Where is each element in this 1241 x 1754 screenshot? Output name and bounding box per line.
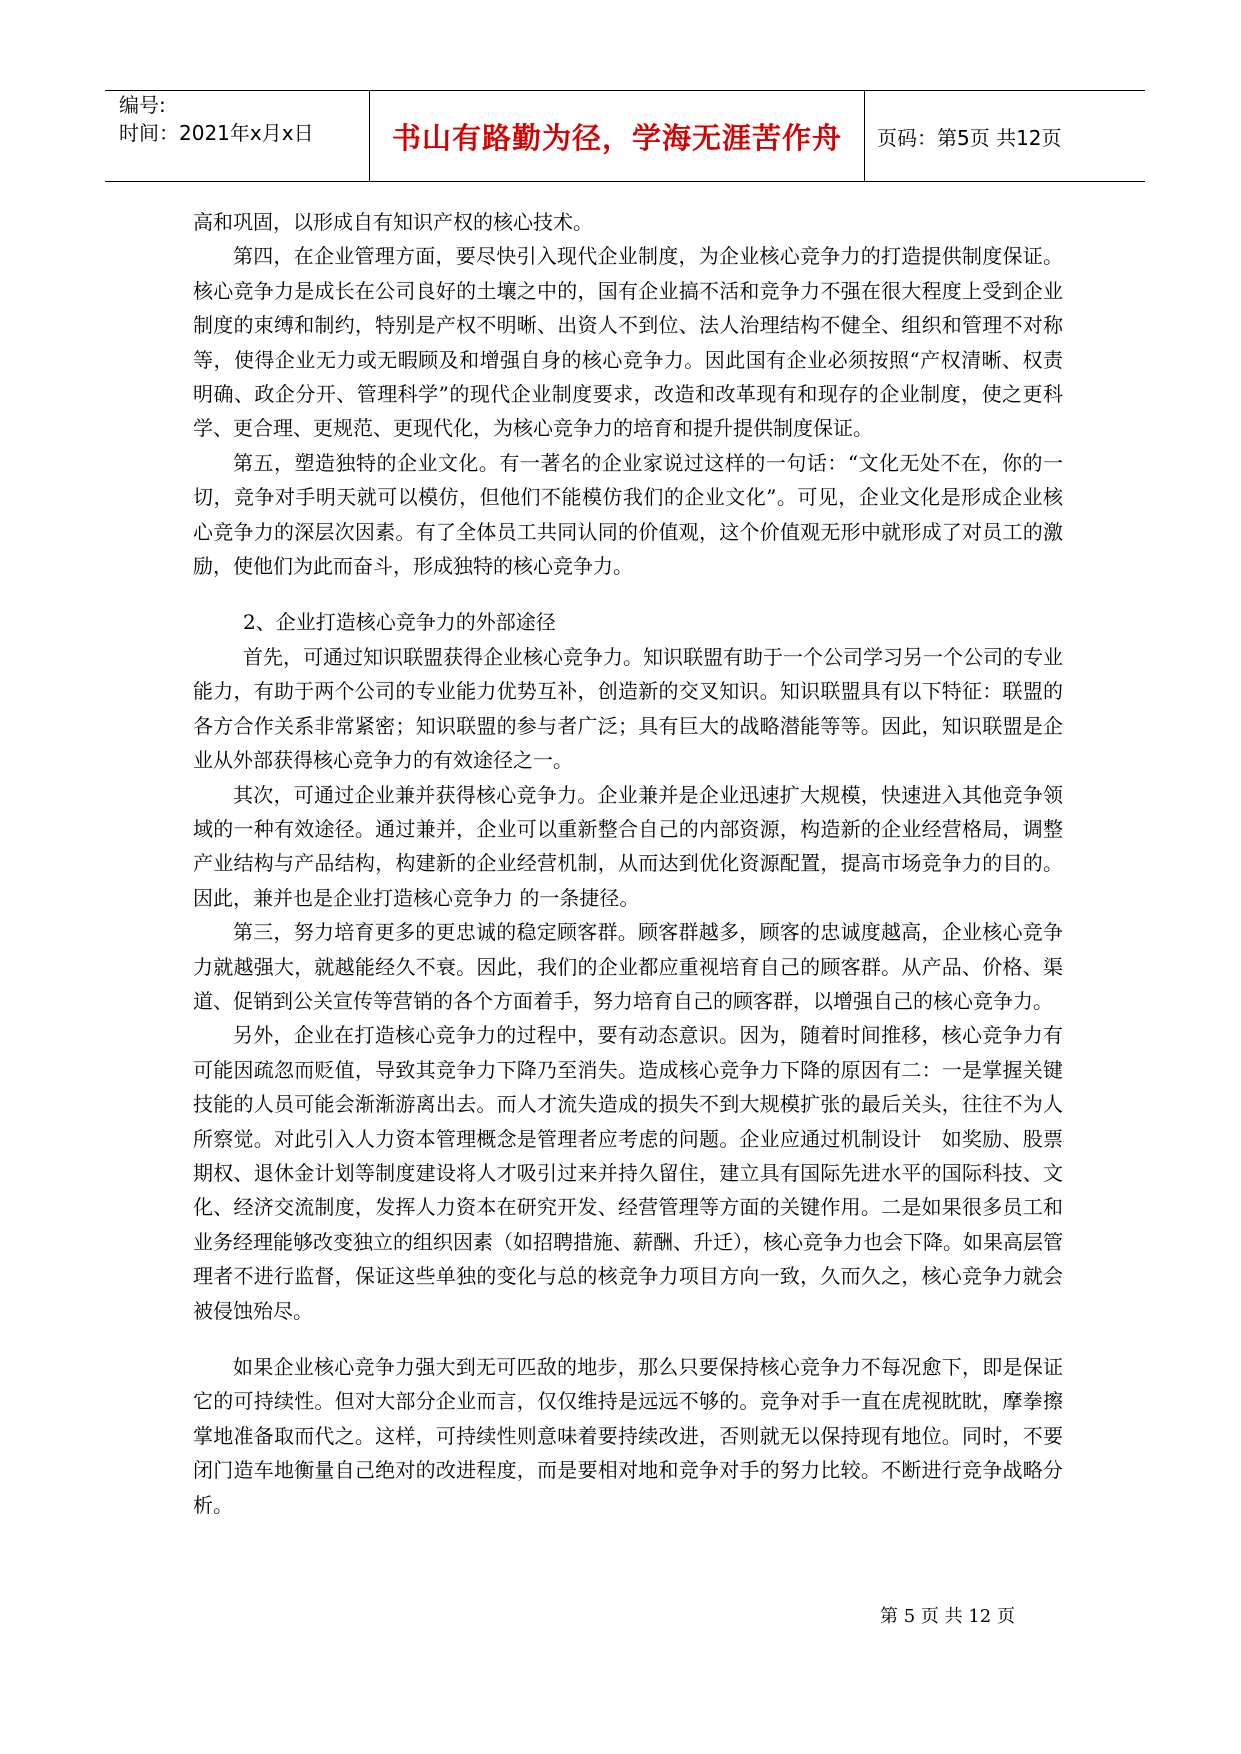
header-left-cell [105,91,370,181]
paragraph-sustainability: 如果企业核心竞争力强大到无可匹敌的地步，那么只要保持核心竞争力不每况愈下，即是保证它的可持续性。但对大部分企业而言，仅仅维持是远远不够的。竞争对手一直在虎视眈眈，摩拳擦掌地准备取而代之。这样，可持续性则意味着要持续改进，否则就无以保持现有地位。同时，不要闭门造车地衡量自己绝对的改进程度，而是要相对地和竞争对手的努力比较。不断进行竞争战略分析。 [193,1355,1063,1517]
header-center-cell [370,91,865,181]
paragraph-customer-base: 第三，努力培育更多的更忠诚的稳定顾客群。顾客群越多，顾客的忠诚度越高，企业核心竞争力就越强大，就越能经久不衰。因此，我们的企业都应重视培育自己的顾客群。从产品、价格、渠道、促销到公关宣传等营销的各个方面着手，努力培育自己的顾客群，以增强自己的核心竞争力。 [193,920,1063,1013]
paragraph-knowledge-alliance: 首先，可通过知识联盟获得企业核心竞争力。知识联盟有助于一个公司学习另一个公司的专业能力，有助于两个公司的专业能力优势互补，创造新的交叉知识。知识联盟具有以下特征：联盟的各方合作关系非常紧密；知识联盟的参与者广泛；具有巨大的战略潜能等等。因此，知识联盟是企业从外部获得核心竞争力的有效途径之一。 [193,644,1063,773]
document-number-label: 编号: [119,93,166,117]
document-time-label: 时间：2021年x月x日 [119,121,314,145]
section-heading-external-paths: 2、企业打造核心竞争力的外部途径 [243,610,556,635]
paragraph-merger: 其次，可通过企业兼并获得核心竞争力。企业兼并是企业迅速扩大规模，快速进入其他竞争领域的一种有效途径。通过兼并，企业可以重新整合自己的内部资源，构造新的企业经营格局，调整产业结构与产品结构，构建新的企业经营机制，从而达到优化资源配置，提高市场竞争力的目的。因此，兼并也是企业打造核心竞争力 的一条捷径。 [193,782,1063,910]
page-footer: 第 5 页 共 12 页 [880,1606,1015,1627]
paragraph-dynamic-awareness: 另外，企业在打造核心竞争力的过程中，要有动态意识。因为，随着时间推移，核心竞争力有可能因疏忽而贬值，导致其竞争力下降乃至消失。造成核心竞争力下降的原因有二：一是掌握关键技能的人员可能会渐渐游离出去。而人才流失造成的损失不到大规模扩张的最后关头，往往不为人所察觉。对此引入人力资本管理概念是管理者应考虑的问题。企业应通过机制设计 如奖励、股票期权、退休金计划等制度建设将人才吸引过来并持久留住，建立具有国际先进水平的国际科技、文化、经济交流制度，发挥人力资本在研究开发、经营管理等方面的关键作用。二是如果很多员工和业务经理能够改变独立的组织因素（如招聘措施、薪酬、升迁），核心竞争力也会下降。如果高层管理者不进行监督，保证这些单独的变化与总的核竞争力项目方向一致，久而久之，核心竞争力就会被侵蚀殆尽。 [193,1023,1063,1323]
paragraph-continued: 高和巩固，以形成自有知识产权的核心技术。 [193,210,593,234]
paragraph-fifth: 第五，塑造独特的企业文化。有一著名的企业家说过这样的一句话：“文化无处不在，你的一切，竞争对手明天就可以模仿，但他们不能模仿我们的企业文化”。可见，企业文化是形成企业核心竞争力的深层次因素。有了全体员工共同认同的价值观，这个价值观无形中就形成了对员工的激励，使他们为此而奋斗，形成独特的核心竞争力。 [193,450,1063,579]
header-right-cell [865,91,1145,181]
paragraph-fourth: 第四，在企业管理方面，要尽快引入现代企业制度，为企业核心竞争力的打造提供制度保证。核心竞争力是成长在公司良好的土壤之中的，国有企业搞不活和竞争力不强在很大程度上受到企业制度的束缚和制约，特别是产权不明晰、出资人不到位、法人治理结构不健全、组织和管理不对称等，使得企业无力或无暇顾及和增强自身的核心竞争力。因此国有企业必须按照“产权清晰、权责明确、政企分开、管理科学”的现代企业制度要求，改造和改革现有和现存的企业制度，使之更科学、更合理、更规范、更现代化，为核心竞争力的培育和提升提供制度保证。 [193,244,1063,441]
document-body [193,205,1063,1522]
document-header [105,90,1145,182]
header-motto: 书山有路勤为径，学海无涯苦作舟 [391,120,842,155]
header-page-info: 页码：第5页 共12页 [877,125,1062,150]
